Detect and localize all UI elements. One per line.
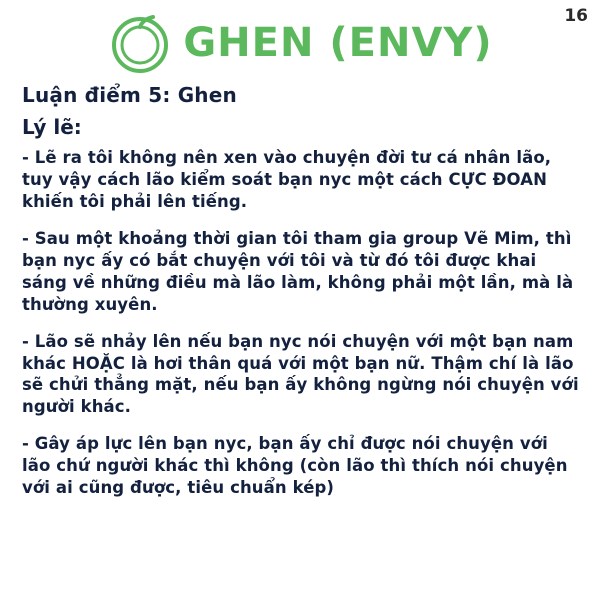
circle-ring-logo-icon (109, 12, 171, 74)
page-number: 16 (564, 6, 588, 26)
claim-title: Luận điểm 5: Ghen (22, 83, 237, 107)
body-paragraph: - Sau một khoảng thời gian tôi tham gia group Vẽ Mim, thì bạn nyc ấy có bắt chuyện với tôi và từ đó tôi được khai sáng về những điều mà lão làm, không phải một lần, mà là thường xuyên. (22, 228, 574, 314)
reason-label: Lý lẽ: (22, 115, 82, 139)
slide-body (0, 74, 602, 499)
body-paragraph: - Lão sẽ nhảy lên nếu bạn nyc nói chuyện với một bạn nam khác HOẶC là hơi thân quá với một bạn nữ. Thậm chí là lão sẽ chửi thẳng mặt, nếu bạn ấy không ngừng nói chuyện với người khác. (22, 331, 579, 417)
body-paragraph: - Gây áp lực lên bạn nyc, bạn ấy chỉ được nói chuyện với lão chứ người khác thì không (còn lão thì thích nói chuyện với ai cũng được, tiêu chuẩn kép) (22, 434, 568, 498)
slide-header (0, 0, 602, 74)
body-paragraph: - Lẽ ra tôi không nên xen vào chuyện đời tư cá nhân lão, tuy vậy cách lão kiểm soát bạn nyc một cách CỰC ĐOAN khiến tôi phải lên tiếng. (22, 148, 552, 211)
page-title: GHEN (ENVY) (183, 20, 493, 66)
